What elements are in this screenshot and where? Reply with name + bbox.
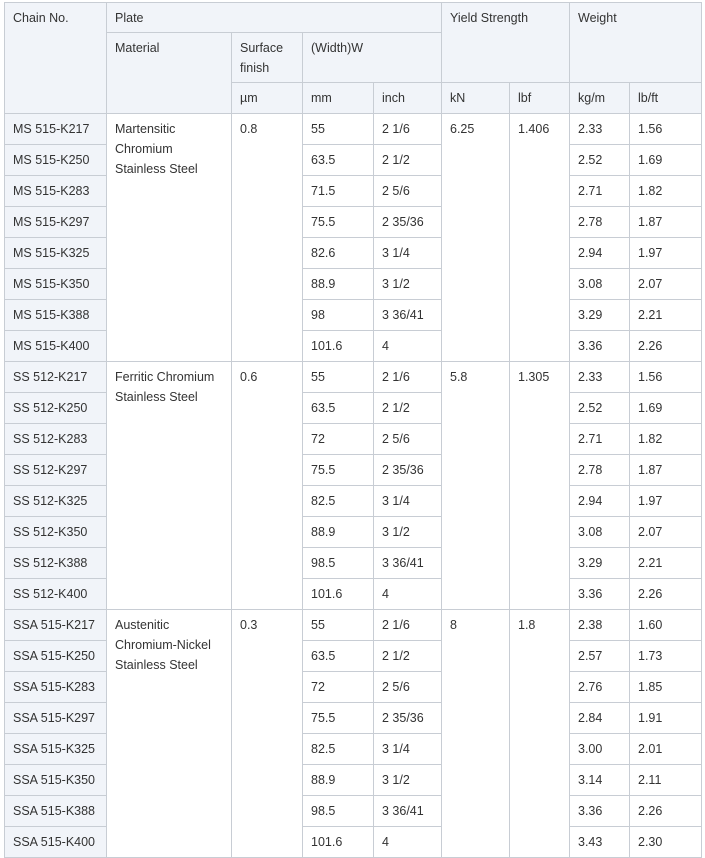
yield-strength-header: Yield Strength [442,3,570,83]
weight-kgm-cell: 2.33 [570,362,630,393]
weight-kgm-cell: 2.71 [570,424,630,455]
chain-no-cell: SS 512-K325 [5,486,107,517]
chain-no-cell: SS 512-K217 [5,362,107,393]
width-mm-cell: 55 [303,114,374,145]
width-inch-cell: 4 [374,827,442,858]
width-mm-cell: 75.5 [303,455,374,486]
width-inch-cell: 3 36/41 [374,300,442,331]
width-mm-cell: 88.9 [303,765,374,796]
yield-kn-cell: 5.8 [442,362,510,610]
chain-spec-table [4,2,702,858]
width-mm-cell: 88.9 [303,269,374,300]
width-inch-cell: 2 1/2 [374,393,442,424]
width-inch-cell: 3 1/4 [374,734,442,765]
width-inch-cell: 3 1/4 [374,486,442,517]
width-inch-cell: 3 36/41 [374,796,442,827]
yield-kn-cell: 8 [442,610,510,858]
chain-no-cell: SSA 515-K350 [5,765,107,796]
width-inch-cell: 2 35/36 [374,703,442,734]
weight-lbft-cell: 1.82 [630,424,702,455]
weight-kgm-cell: 3.14 [570,765,630,796]
weight-lbft-cell: 2.21 [630,548,702,579]
weight-lbft-cell: 1.87 [630,207,702,238]
table-row [5,114,702,145]
weight-lbft-cell: 1.82 [630,176,702,207]
surface-finish-header: Surface finish [232,33,303,83]
chain-no-cell: SS 512-K250 [5,393,107,424]
weight-kgm-cell: 3.08 [570,517,630,548]
material-cell: Martensitic Chromium Stainless Steel [107,114,232,362]
surface-finish-cell: 0.3 [232,610,303,858]
width-mm-cell: 82.6 [303,238,374,269]
weight-kgm-cell: 2.84 [570,703,630,734]
width-inch-cell: 2 1/6 [374,114,442,145]
unit-mm-header: mm [303,83,374,114]
chain-no-cell: SSA 515-K400 [5,827,107,858]
width-mm-cell: 101.6 [303,331,374,362]
yield-lbf-cell: 1.305 [510,362,570,610]
chain-no-cell: SS 512-K400 [5,579,107,610]
weight-lbft-cell: 1.56 [630,362,702,393]
material-cell: Ferritic Chromium Stainless Steel [107,362,232,610]
width-mm-cell: 98.5 [303,796,374,827]
chain-no-cell: SSA 515-K283 [5,672,107,703]
weight-kgm-cell: 2.94 [570,486,630,517]
width-inch-cell: 2 35/36 [374,455,442,486]
width-mm-cell: 88.9 [303,517,374,548]
width-mm-cell: 72 [303,424,374,455]
yield-lbf-cell: 1.8 [510,610,570,858]
width-inch-cell: 4 [374,579,442,610]
weight-lbft-cell: 2.26 [630,579,702,610]
chain-no-cell: SSA 515-K325 [5,734,107,765]
chain-no-cell: SS 512-K297 [5,455,107,486]
weight-lbft-cell: 1.85 [630,672,702,703]
width-mm-cell: 75.5 [303,207,374,238]
width-inch-cell: 3 1/4 [374,238,442,269]
weight-kgm-cell: 3.00 [570,734,630,765]
width-mm-cell: 101.6 [303,579,374,610]
width-mm-cell: 75.5 [303,703,374,734]
weight-kgm-cell: 2.78 [570,455,630,486]
table-body [5,114,702,858]
chain-no-cell: MS 515-K350 [5,269,107,300]
unit-um-header: µm [232,83,303,114]
chain-no-cell: MS 515-K250 [5,145,107,176]
weight-lbft-cell: 2.01 [630,734,702,765]
weight-kgm-cell: 2.38 [570,610,630,641]
weight-kgm-cell: 2.78 [570,207,630,238]
weight-kgm-cell: 2.57 [570,641,630,672]
weight-lbft-cell: 2.11 [630,765,702,796]
weight-kgm-cell: 3.36 [570,579,630,610]
weight-kgm-cell: 2.94 [570,238,630,269]
weight-header: Weight [570,3,702,83]
chain-no-cell: SSA 515-K217 [5,610,107,641]
weight-lbft-cell: 1.73 [630,641,702,672]
unit-lbft-header: lb/ft [630,83,702,114]
width-inch-cell: 2 5/6 [374,176,442,207]
weight-lbft-cell: 1.69 [630,145,702,176]
width-mm-cell: 55 [303,610,374,641]
material-cell: Austenitic Chromium-Nickel Stainless Steel [107,610,232,858]
weight-lbft-cell: 2.30 [630,827,702,858]
width-inch-cell: 2 1/6 [374,362,442,393]
table-row [5,610,702,641]
table-header [5,3,702,114]
weight-kgm-cell: 2.52 [570,145,630,176]
weight-lbft-cell: 1.97 [630,238,702,269]
weight-lbft-cell: 1.60 [630,610,702,641]
weight-lbft-cell: 2.26 [630,796,702,827]
width-mm-cell: 101.6 [303,827,374,858]
table-row [5,362,702,393]
width-inch-cell: 2 1/2 [374,145,442,176]
unit-lbf-header: lbf [510,83,570,114]
yield-kn-cell: 6.25 [442,114,510,362]
weight-lbft-cell: 1.69 [630,393,702,424]
chain-no-cell: SS 512-K350 [5,517,107,548]
weight-lbft-cell: 2.21 [630,300,702,331]
weight-kgm-cell: 3.29 [570,548,630,579]
width-mm-cell: 71.5 [303,176,374,207]
chain-no-cell: MS 515-K388 [5,300,107,331]
unit-inch-header: inch [374,83,442,114]
weight-kgm-cell: 3.08 [570,269,630,300]
weight-lbft-cell: 1.87 [630,455,702,486]
width-mm-cell: 98.5 [303,548,374,579]
width-mm-cell: 55 [303,362,374,393]
width-mm-cell: 98 [303,300,374,331]
width-header: (Width)W [303,33,442,83]
weight-kgm-cell: 2.52 [570,393,630,424]
width-inch-cell: 2 1/2 [374,641,442,672]
width-inch-cell: 4 [374,331,442,362]
weight-kgm-cell: 2.76 [570,672,630,703]
chain-no-header: Chain No. [5,3,107,114]
chain-no-cell: SSA 515-K388 [5,796,107,827]
width-mm-cell: 63.5 [303,393,374,424]
chain-no-cell: MS 515-K325 [5,238,107,269]
width-inch-cell: 2 35/36 [374,207,442,238]
unit-kn-header: kN [442,83,510,114]
chain-no-cell: SS 512-K283 [5,424,107,455]
weight-kgm-cell: 3.29 [570,300,630,331]
plate-header: Plate [107,3,442,33]
weight-kgm-cell: 2.71 [570,176,630,207]
width-inch-cell: 3 1/2 [374,765,442,796]
weight-lbft-cell: 1.97 [630,486,702,517]
chain-no-cell: MS 515-K297 [5,207,107,238]
yield-lbf-cell: 1.406 [510,114,570,362]
weight-lbft-cell: 2.07 [630,517,702,548]
material-header: Material [107,33,232,114]
chain-no-cell: SS 512-K388 [5,548,107,579]
weight-kgm-cell: 2.33 [570,114,630,145]
surface-finish-cell: 0.8 [232,114,303,362]
width-inch-cell: 3 1/2 [374,517,442,548]
weight-lbft-cell: 2.26 [630,331,702,362]
chain-no-cell: MS 515-K283 [5,176,107,207]
chain-no-cell: SSA 515-K250 [5,641,107,672]
chain-no-cell: MS 515-K217 [5,114,107,145]
width-mm-cell: 82.5 [303,486,374,517]
weight-kgm-cell: 3.36 [570,796,630,827]
width-mm-cell: 82.5 [303,734,374,765]
surface-finish-cell: 0.6 [232,362,303,610]
chain-no-cell: MS 515-K400 [5,331,107,362]
width-inch-cell: 2 5/6 [374,424,442,455]
weight-kgm-cell: 3.36 [570,331,630,362]
weight-lbft-cell: 2.07 [630,269,702,300]
weight-lbft-cell: 1.91 [630,703,702,734]
width-mm-cell: 63.5 [303,641,374,672]
width-inch-cell: 3 36/41 [374,548,442,579]
spec-table-container [4,2,701,858]
weight-lbft-cell: 1.56 [630,114,702,145]
weight-kgm-cell: 3.43 [570,827,630,858]
width-inch-cell: 2 5/6 [374,672,442,703]
width-inch-cell: 3 1/2 [374,269,442,300]
width-inch-cell: 2 1/6 [374,610,442,641]
chain-no-cell: SSA 515-K297 [5,703,107,734]
unit-kgm-header: kg/m [570,83,630,114]
width-mm-cell: 72 [303,672,374,703]
width-mm-cell: 63.5 [303,145,374,176]
